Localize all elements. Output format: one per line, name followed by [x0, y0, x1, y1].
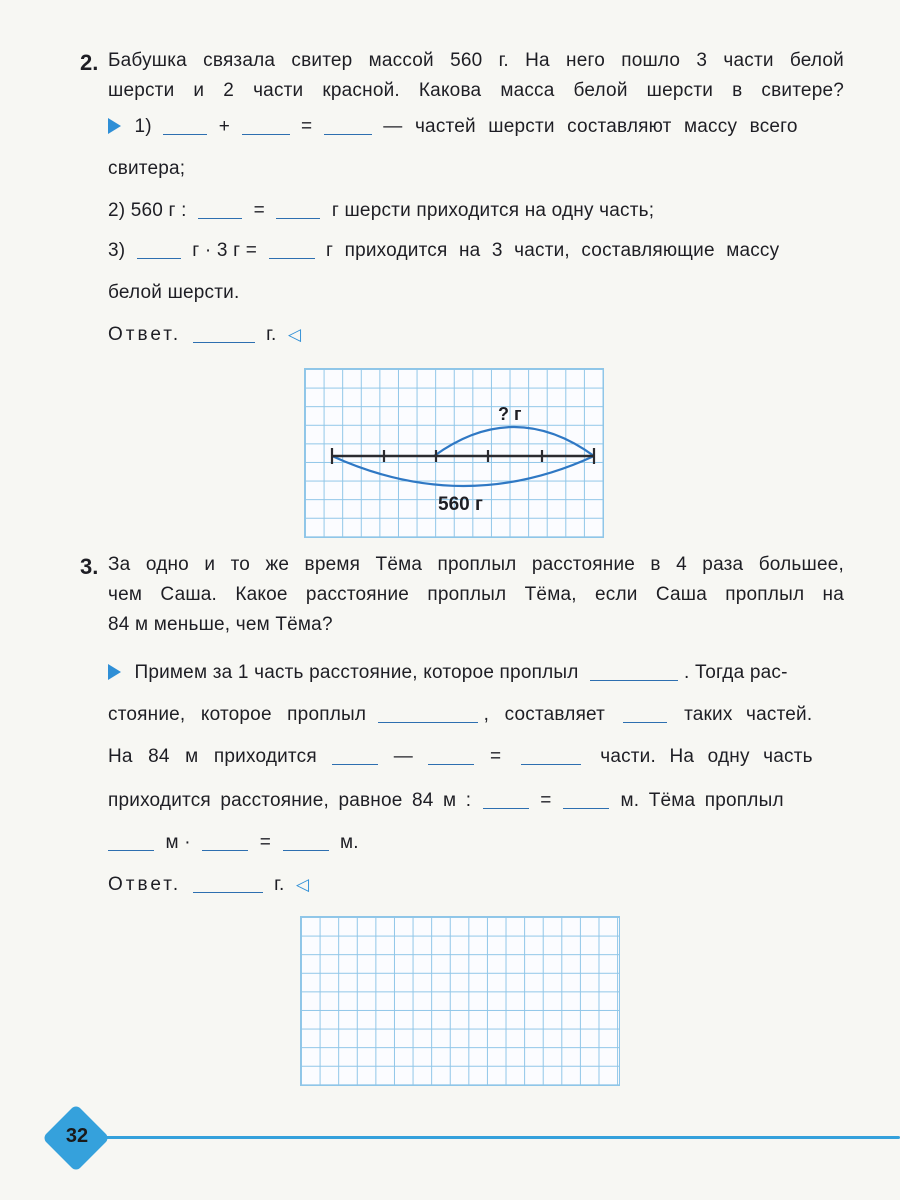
- task-3-solution-line-5: [108, 830, 359, 856]
- answer-blank[interactable]: [269, 240, 315, 259]
- task-2-text-line-1: Бабушка связала свитер массой 560 г. На него пошло 3 части белой: [108, 50, 844, 71]
- answer-unit: г.: [266, 324, 277, 345]
- step-3-mid: г · 3 г =: [192, 240, 258, 261]
- step-3-suffix: г приходится на 3 части, составляющие массу: [326, 240, 780, 261]
- task-3-answer: [108, 872, 309, 898]
- answer-blank[interactable]: [276, 200, 320, 219]
- equals-sign: =: [489, 746, 502, 767]
- task-3-number: 3.: [80, 554, 99, 579]
- answer-blank[interactable]: [137, 240, 181, 259]
- answer-blank[interactable]: [163, 116, 207, 135]
- step-1-prefix: 1): [134, 116, 152, 137]
- part-brace-arc: [434, 427, 594, 456]
- solution-text: части. На одну часть: [600, 746, 813, 767]
- solution-text: таких частей.: [684, 704, 813, 725]
- footer-rule: [98, 1136, 900, 1139]
- equals-sign: =: [259, 832, 272, 853]
- page-number: 32: [65, 1125, 89, 1147]
- task-3-text-line-3: 84 м меньше, чем Тёма?: [108, 614, 333, 635]
- answer-blank[interactable]: [623, 704, 667, 723]
- task-2-step-3: [108, 238, 779, 264]
- task-2-step-1: [108, 114, 844, 140]
- whole-brace-arc: [332, 456, 594, 486]
- diagram-whole-label: 560 г: [438, 494, 483, 515]
- solution-text: м. Тёма проплыл: [620, 790, 784, 811]
- answer-blank[interactable]: [198, 200, 242, 219]
- answer-blank[interactable]: [428, 746, 474, 765]
- task-3-solution-line-1: [108, 660, 844, 686]
- answer-label: Ответ.: [108, 324, 182, 345]
- answer-blank[interactable]: [108, 832, 154, 851]
- answer-blank[interactable]: [590, 662, 678, 681]
- answer-blank[interactable]: [483, 790, 529, 809]
- end-marker-icon: ◁: [287, 325, 302, 344]
- plus-sign: +: [218, 116, 231, 137]
- step-2-suffix: г шерсти приходится на одну часть;: [331, 200, 655, 221]
- task-3-text-line-1: За одно и то же время Тёма проплыл расстояние в 4 раза большее,: [108, 554, 844, 575]
- answer-blank[interactable]: [283, 832, 329, 851]
- answer-blank[interactable]: [521, 746, 581, 765]
- solution-text: стояние, которое проплыл: [108, 704, 367, 725]
- task-2-answer: [108, 322, 301, 348]
- solution-text: Примем за 1 часть расстояние, которое проплыл: [134, 662, 579, 683]
- answer-blank[interactable]: [563, 790, 609, 809]
- task-2-text-line-2: шерсти и 2 части красной. Какова масса белой шерсти в свитере?: [108, 80, 844, 101]
- play-arrow-icon: [108, 118, 121, 134]
- answer-blank[interactable]: [202, 832, 248, 851]
- answer-blank[interactable]: [193, 874, 263, 893]
- task-3-work-grid[interactable]: [300, 916, 620, 1086]
- minus-sign: —: [393, 746, 413, 767]
- task-3-solution-line-2: [108, 702, 844, 728]
- step-2-prefix: 2) 560 г :: [108, 200, 187, 221]
- equals-sign: =: [540, 790, 552, 811]
- solution-text: приходится расстояние, равное 84 м :: [108, 790, 472, 811]
- task-3-text-line-2: чем Саша. Какое расстояние проплыл Тёма, если Саша проплыл на: [108, 584, 844, 605]
- diagram-part-label: ? г: [498, 404, 522, 424]
- task-3-solution-line-4: [108, 788, 844, 814]
- solution-text: м.: [340, 832, 359, 853]
- answer-blank[interactable]: [332, 746, 378, 765]
- step-1-suffix: — частей шерсти составляют массу всего: [383, 116, 798, 137]
- step-3-prefix: 3): [108, 240, 126, 261]
- task-2-step-2: [108, 198, 654, 224]
- answer-label: Ответ.: [108, 874, 182, 895]
- equals-sign: =: [253, 200, 265, 221]
- answer-unit: г.: [274, 874, 285, 895]
- task-2-step-1-line-2: свитера;: [108, 158, 186, 179]
- solution-text: На 84 м приходится: [108, 746, 317, 767]
- answer-blank[interactable]: [193, 324, 255, 343]
- task-3-solution-line-3: [108, 744, 844, 770]
- play-arrow-icon: [108, 664, 121, 680]
- equals-sign: =: [301, 116, 313, 137]
- task-2-step-3-line-2: белой шерсти.: [108, 282, 240, 303]
- answer-blank[interactable]: [242, 116, 290, 135]
- end-marker-icon: ◁: [295, 875, 310, 894]
- task-2-number: 2.: [80, 50, 99, 75]
- answer-blank[interactable]: [378, 704, 478, 723]
- solution-text: м ·: [165, 832, 191, 853]
- solution-text: . Тогда рас-: [683, 662, 788, 683]
- answer-blank[interactable]: [324, 116, 372, 135]
- solution-text: , составляет: [483, 704, 606, 725]
